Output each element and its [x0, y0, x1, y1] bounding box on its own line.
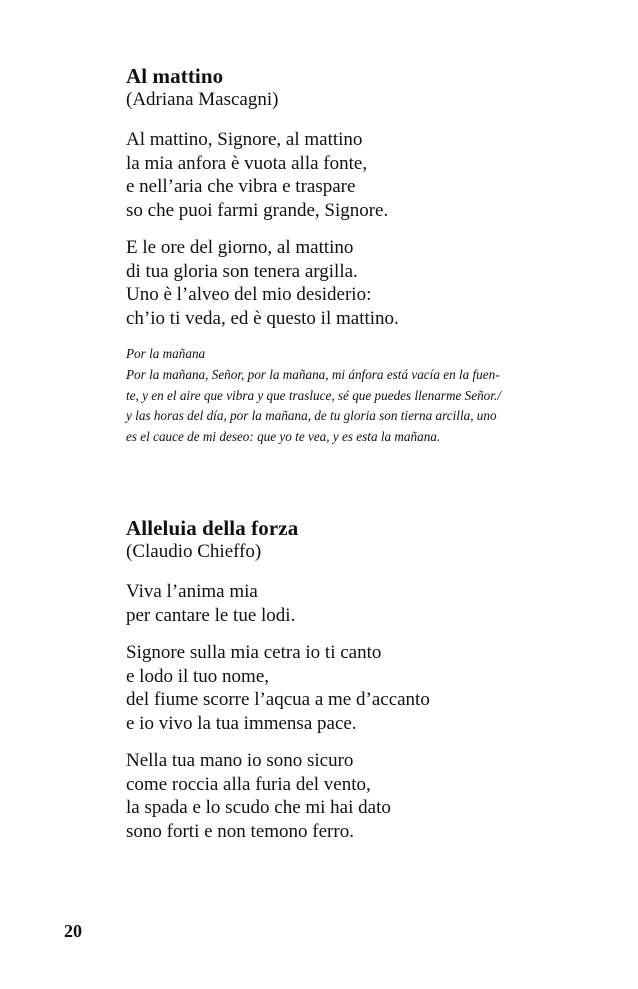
- spanish-translation: [126, 344, 596, 448]
- verse-line: Uno è l’alveo del mio desiderio:: [126, 284, 372, 305]
- stanza: [126, 580, 596, 627]
- verse-line: e nell’aria che vibra e traspare: [126, 176, 356, 197]
- verse-line: so che puoi farmi grande, Signore.: [126, 199, 389, 221]
- verse-line: del fiume scorre l’aqcua a me d’accanto: [126, 689, 430, 710]
- verse-line: come roccia alla furia del vento,: [126, 773, 371, 795]
- translation-line: y las horas del día, por la mañana, de tu gloria son tierna arcilla, uno: [126, 408, 497, 424]
- verse-line: ch’io ti veda, ed è questo il mattino.: [126, 307, 399, 329]
- page-number: 20: [64, 921, 82, 941]
- song-author: (Adriana Mascagni): [126, 89, 279, 110]
- translation-line: te, y en el aire que vibra y que trasluce, sé que puedes llenarme Señor./: [126, 387, 501, 403]
- verse-line: la mia anfora è vuota alla fonte,: [126, 152, 368, 174]
- verse-line: Viva l’anima mia: [126, 581, 258, 602]
- song-al-mattino: [126, 64, 596, 448]
- song-alleluia-della-forza: [126, 516, 596, 857]
- song-title: Alleluia della forza: [126, 516, 299, 540]
- translation-title: Por la mañana: [126, 346, 206, 361]
- song-author: (Claudio Chieffo): [126, 541, 262, 562]
- translation-line: Por la mañana, Señor, por la mañana, mi ánfora está vacía en la fuen-: [126, 366, 500, 382]
- verse-line: Nella tua mano io sono sicuro: [126, 750, 354, 771]
- song-title: Al mattino: [126, 64, 224, 88]
- stanza: [126, 236, 596, 330]
- verse-line: e io vivo la tua immensa pace.: [126, 712, 357, 734]
- translation-line: es el cauce de mi deseo: que yo te vea, y es esta la mañana.: [126, 429, 441, 445]
- verse-line: e lodo il tuo nome,: [126, 665, 270, 687]
- verse-line: la spada e lo scudo che mi hai dato: [126, 797, 391, 818]
- verse-line: E le ore del giorno, al mattino: [126, 237, 354, 258]
- verse-line: di tua gloria son tenera argilla.: [126, 260, 358, 282]
- stanza: [126, 128, 596, 222]
- verse-line: Al mattino, Signore, al mattino: [126, 129, 363, 150]
- verse-line: Signore sulla mia cetra io ti canto: [126, 642, 382, 663]
- verse-line: per cantare le tue lodi.: [126, 604, 296, 626]
- verse-line: sono forti e non temono ferro.: [126, 820, 354, 842]
- stanza: [126, 641, 596, 735]
- stanza: [126, 749, 596, 843]
